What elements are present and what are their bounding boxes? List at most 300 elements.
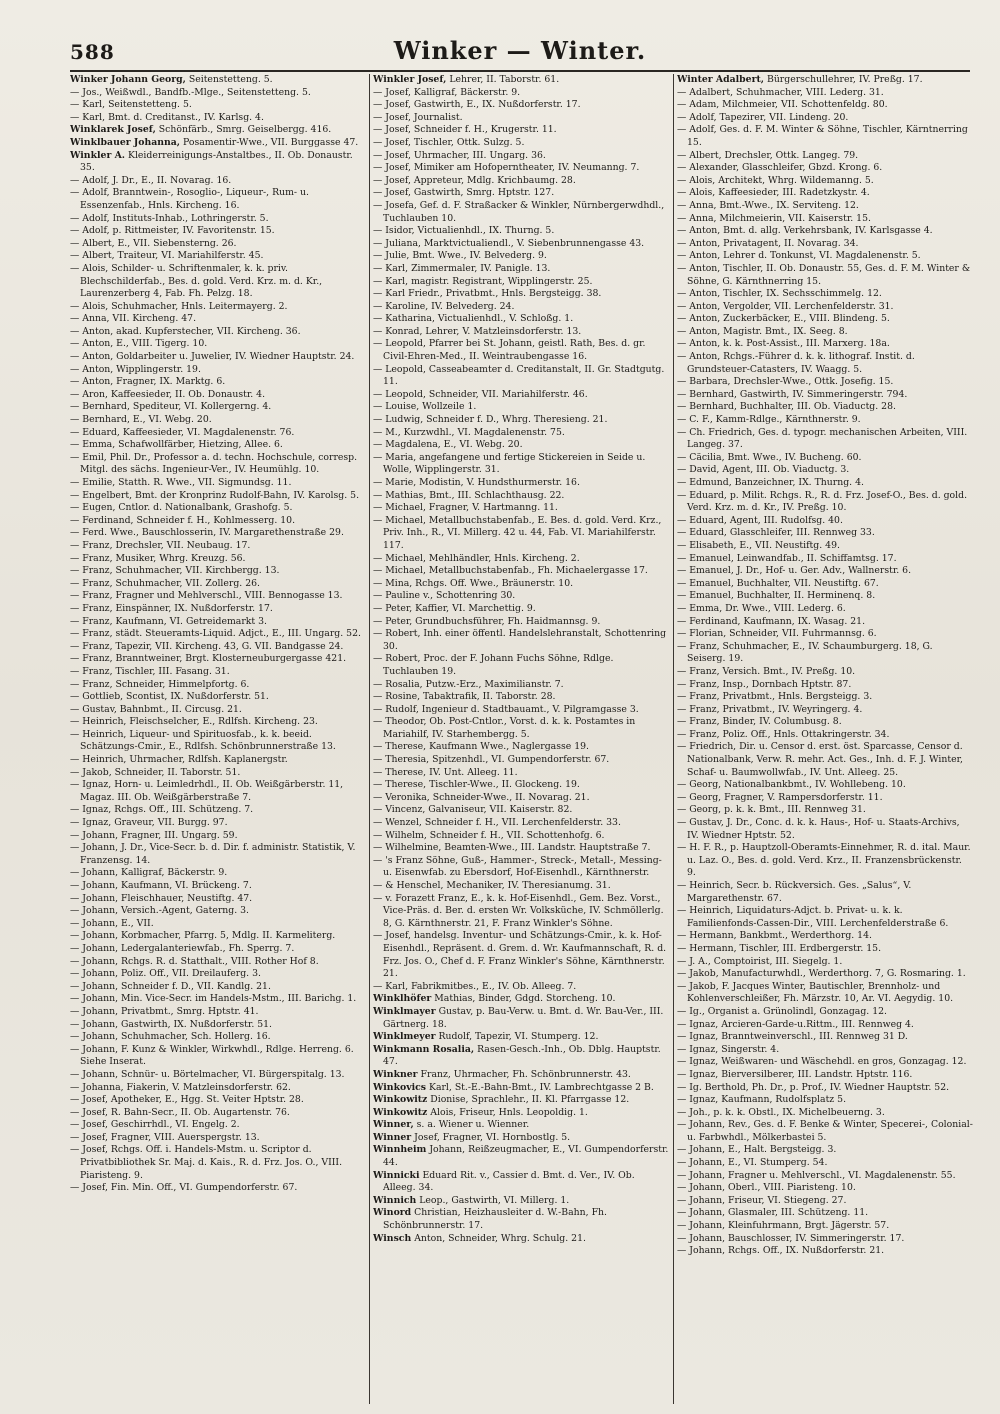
entry-name: Winklhöfer <box>373 993 432 1005</box>
entry-text: — Juliana, Marktvictualiendl., V. Siebenbrunnengasse 43. <box>373 237 645 249</box>
directory-entry <box>677 1195 973 1208</box>
directory-entry <box>70 477 366 490</box>
directory-entry <box>373 679 669 692</box>
directory-entry <box>70 616 366 629</box>
entry-text: Dionise, Sprachlehr., II. Kl. Pfarrgasse 12. <box>427 1094 630 1106</box>
entry-text: Posamentir-Wwe., VII. Burggasse 47. <box>180 136 359 148</box>
entry-text: — Emilie, Statth. R. Wwe., VII. Sigmundsg. 11. <box>70 477 292 488</box>
entry-text: — Anton, Vergolder, VII. Lerchenfelderstr. 31. <box>677 300 894 312</box>
directory-entry <box>373 124 669 137</box>
entry-text: — Alois, Schuhmacher, Hnls. Leitermayerg. 2. <box>70 300 288 312</box>
directory-entry <box>677 1019 973 1032</box>
entry-name: Winkovics <box>373 1081 427 1093</box>
directory-entry <box>70 943 366 956</box>
directory-entry <box>677 490 973 515</box>
entry-text: — Maria, angefangene und fertige Stickereien in Seide u. Wolle, Wipplingerstr. 31. <box>373 451 646 476</box>
entry-text: — Peter, Grundbuchsführer, Fh. Haidmannsg. 9. <box>373 615 601 627</box>
directory-entry <box>677 162 973 175</box>
entry-text: Rudolf, Tapezir, VI. Stumperg. 12. <box>435 1031 599 1043</box>
entry-text: — Josef, handelsg. Inventur- und Schätzungs-Cmir., k. k. Hof-Eisenhdl., Repräsent. d. Grem. d. Wr. Kaufmannschaft, R. d. Frz. Jos. O., Chef d. F. Franz Winkler's Söhne, Kärnthnerstr. 21. <box>373 930 667 980</box>
entry-text: — Michael, Mehlhändler, Hnls. Kircheng. 2. <box>373 552 580 564</box>
entry-name: Winsch <box>373 1232 412 1244</box>
directory-entry <box>373 1119 669 1132</box>
directory-entry <box>373 1195 669 1208</box>
directory-entry <box>677 930 973 943</box>
directory-entry <box>70 704 366 717</box>
directory-entry <box>70 313 366 326</box>
directory-entry <box>70 553 366 566</box>
directory-entry <box>373 150 669 163</box>
entry-text: Josef, Fragner, VI. Hornbostlg. 5. <box>411 1131 571 1143</box>
directory-entry <box>373 855 669 880</box>
directory-entry <box>373 830 669 843</box>
entry-text: — Michael, Fragner, V. Hartmanng. 11. <box>373 502 558 514</box>
entry-text: — Anton, Goldarbeiter u. Juwelier, IV. Wiedner Hauptstr. 24. <box>70 351 355 363</box>
directory-entry <box>70 1031 366 1044</box>
directory-entry <box>373 338 669 363</box>
entry-text: — Emma, Schafwollfärber, Hietzing, Allee. 6. <box>70 439 283 451</box>
directory-entry <box>70 1144 366 1182</box>
entry-name: Winkner <box>373 1068 418 1080</box>
directory-entry <box>677 905 973 930</box>
entry-text: — Ferdinand, Schneider f. H., Kohlmesserg. 10. <box>70 514 296 526</box>
directory-entry <box>677 313 973 326</box>
entry-text: — Leopold, Schneider, VII. Mariahilferstr. 46. <box>373 388 588 400</box>
directory-entry <box>677 1144 973 1157</box>
entry-text: — Karl, Zimmermaler, IV. Panigle. 13. <box>373 262 551 274</box>
directory-entry <box>677 389 973 402</box>
directory-entry <box>70 137 366 150</box>
entry-name: Winkler A. <box>70 149 126 161</box>
directory-entry <box>70 666 366 679</box>
directory-entry <box>70 1082 366 1095</box>
directory-entry <box>677 87 973 100</box>
directory-entry <box>70 376 366 389</box>
entry-text: Schönfärb., Smrg. Geiselbergg. 416. <box>155 124 332 136</box>
entry-text: — Mina, Rchgs. Off. Wwe., Bräunerstr. 10. <box>373 577 574 589</box>
directory-entry <box>373 515 669 553</box>
entry-text: — C. F., Kamm-Rdlge., Kärnthnerstr. 9. <box>677 414 861 426</box>
entry-text: — Johann, Rev., Ges. d. F. Benke & Winter, Specerei-, Colonial- u. Farbwhdl., Mölkerbastei 5. <box>677 1119 973 1143</box>
directory-entry <box>677 99 973 112</box>
entry-text: — Josef, Kalligraf, Bäckerstr. 9. <box>373 86 521 98</box>
entry-text: — Franz, Schneider, Himmelpfortg. 6. <box>70 678 250 690</box>
column-2 <box>373 74 669 1404</box>
directory-entry <box>677 691 973 704</box>
entry-text: — Johann, Fragner u. Mehlverschl., VI. Magdalenenstr. 55. <box>677 1169 956 1181</box>
entry-text: — Eduard, Kaffeesieder, VI. Magdalenenstr. 76. <box>70 426 295 438</box>
page-header <box>70 34 970 74</box>
entry-text: — Marie, Modistin, V. Hundsthurmerstr. 16. <box>373 477 580 488</box>
entry-name: Winkler Josef, <box>373 74 447 85</box>
directory-entry <box>70 1019 366 1032</box>
directory-entry <box>677 263 973 288</box>
entry-name: Winklmeyer <box>373 1031 436 1043</box>
directory-entry <box>677 464 973 477</box>
directory-entry <box>70 452 366 477</box>
directory-entry <box>70 124 366 137</box>
directory-entry <box>70 515 366 528</box>
entry-text: — Johann, J. Dr., Vice-Secr. b. d. Dir. f. administr. Statistik, V. Franzensg. 14. <box>70 842 356 866</box>
directory-entry <box>70 867 366 880</box>
directory-entry <box>677 515 973 528</box>
entry-text: — Emanuel, Buchhalter, II. Herminenq. 8. <box>677 590 876 602</box>
entry-text: — Therese, Tischler-Wwe., II. Glockeng. 19. <box>373 779 580 791</box>
entry-text: — Alexander, Glasschleifer, Gbzd. Krong. 6. <box>677 162 883 174</box>
directory-entry <box>70 427 366 440</box>
directory-entry <box>677 1006 973 1019</box>
directory-entry <box>373 364 669 389</box>
entry-text: — Ignaz, Branntweinverschl., III. Rennweg 31 D. <box>677 1031 908 1043</box>
entry-name: Winnicki <box>373 1169 420 1181</box>
entry-text: — Johann, Korbmacher, Pfarrg. 5, Mdlg. II. Karmeliterg. <box>70 930 336 942</box>
entry-text: — 's Franz Söhne, Guß-, Hammer-, Streck-, Metall-, Messing- u. Eisenwfab. zu Ebersdorf, Hof-Eisenhdl., Kärnthnerstr. <box>373 854 662 879</box>
entry-text: — Gottlieb, Scontist, IX. Nußdorferstr. 51. <box>70 691 269 703</box>
entry-text: — Johann, Rchgs. R. d. Statthalt., VIII. Rother Hof 8. <box>70 955 319 967</box>
entry-text: — Johann, Gastwirth, IX. Nußdorferstr. 51. <box>70 1018 273 1030</box>
entry-text: — Eduard, Glasschleifer, III. Rennweg 33. <box>677 527 875 539</box>
directory-entry <box>677 981 973 1006</box>
directory-entry <box>70 779 366 804</box>
directory-entry <box>373 893 669 931</box>
entry-text: — Johanna, Fiakerin, V. Matzleinsdorferstr. 62. <box>70 1081 291 1093</box>
directory-entry <box>373 553 669 566</box>
entry-text: — Friedrich, Dir. u. Censor d. erst. öst. Sparcasse, Censor d. Nationalbank, Verw. R. mehr. Act. Ges., Inh. d. F. J. Winter, Schaf- u. Baumwollwfab., IV. Unt. Alleeg. 25. <box>677 741 963 778</box>
directory-entry <box>373 276 669 289</box>
directory-entry <box>70 578 366 591</box>
entry-text: — Johann, E., VI. Stumperg. 54. <box>677 1157 828 1169</box>
entry-text: — Karl, Bmt. d. Creditanst., IV. Karlsg. 4. <box>70 111 264 123</box>
entry-text: — Franz, Schuhmacher, VII. Zollerg. 26. <box>70 577 260 589</box>
entry-text: — Ludwig, Schneider f. D., Whrg. Theresieng. 21. <box>373 414 608 426</box>
entry-text: — Albert, Drechsler, Ottk. Langeg. 79. <box>677 149 859 161</box>
entry-text: — Robert, Inh. einer öffentl. Handelslehranstalt, Schottenring 30. <box>373 628 667 652</box>
entry-text: Bürgerschullehrer, IV. Preßg. 17. <box>764 74 923 85</box>
entry-text: Anton, Schneider, Whrg. Schulg. 21. <box>411 1232 586 1244</box>
directory-entry <box>373 767 669 780</box>
directory-entry <box>373 616 669 629</box>
directory-entry <box>677 112 973 125</box>
entry-text: — Emanuel, J. Dr., Hof- u. Ger. Adv., Wallnerstr. 6. <box>677 565 912 577</box>
entry-text: — Karoline, IV. Belvederg. 24. <box>373 300 515 312</box>
entry-text: — Gustav, J. Dr., Conc. d. k. k. Haus-, Hof- u. Staats-Archivs, IV. Wiedner Hptstr. 52. <box>677 817 960 841</box>
entry-text: — Veronika, Schneider-Wwe., II. Novarag. 21. <box>373 791 590 803</box>
entry-text: — Emanuel, Buchhalter, VII. Neustiftg. 67. <box>677 577 879 589</box>
directory-entry <box>677 124 973 149</box>
directory-entry <box>373 137 669 150</box>
directory-entry <box>677 956 973 969</box>
entry-text: — Karl, magistr. Registrant, Wipplingerstr. 25. <box>373 275 593 287</box>
directory-entry <box>70 502 366 515</box>
entry-text: Rasen-Gesch.-Inh., Ob. Dblg. Hauptstr. 47. <box>383 1043 661 1068</box>
entry-text: — Franz, Binder, IV. Columbusg. 8. <box>677 716 842 728</box>
entry-text: — Franz, Einspänner, IX. Nußdorferstr. 17. <box>70 602 273 614</box>
entry-text: — Josef, Schneider f. H., Krugerstr. 11. <box>373 124 557 136</box>
directory-entry <box>70 213 366 226</box>
directory-entry <box>70 301 366 314</box>
directory-entry <box>677 679 973 692</box>
entry-text: — Anton, Privatagent, II. Novarag. 34. <box>677 237 859 249</box>
entry-text: — Johann, Fleischhauer, Neustiftg. 47. <box>70 892 253 904</box>
directory-entry <box>677 1233 973 1246</box>
entry-text: — Johann, Poliz. Off., VII. Dreilauferg. 3. <box>70 968 261 980</box>
entry-text: — Eugen, Cntlor. d. Nationalbank, Grashofg. 5. <box>70 502 293 514</box>
directory-entry <box>677 540 973 553</box>
directory-entry <box>677 1220 973 1233</box>
directory-entry <box>373 1069 669 1082</box>
entry-text: — Albert, E., VII. Siebensterng. 26. <box>70 237 237 249</box>
directory-entry <box>373 716 669 741</box>
entry-text: — Josef, Fragner, VIII. Auerspergstr. 13. <box>70 1131 260 1143</box>
entry-text: — Heinrich, Liquidaturs-Adjct. b. Privat- u. k. k. Familienfonds-Cassen-Dir., VIII. Lerchenfelderstraße 6. <box>677 905 949 929</box>
entry-text: — Florian, Schneider, VII. Fuhrmannsg. 6. <box>677 628 877 640</box>
entry-text: — Johann, Privatbmt., Smrg. Hptstr. 41. <box>70 1005 259 1017</box>
entry-text: — Franz, Insp., Dornbach Hptstr. 87. <box>677 678 852 690</box>
directory-entry <box>70 691 366 704</box>
directory-entry <box>677 238 973 251</box>
directory-entry <box>677 1082 973 1095</box>
directory-entry <box>373 792 669 805</box>
entry-text: — Albert, Traiteur, VI. Mariahilferstr. 45. <box>70 250 264 262</box>
directory-entry <box>70 641 366 654</box>
entry-text: Karl, St.-E.-Bahn-Bmt., IV. Lambrechtgasse 2 B. <box>426 1081 654 1093</box>
directory-entry <box>677 1170 973 1183</box>
entry-text: — Bernhard, Spediteur, VI. Kollergerng. 4. <box>70 401 272 413</box>
directory-entry <box>70 1107 366 1120</box>
directory-entry <box>677 187 973 200</box>
entry-text: — Franz, Schuhmacher, E., IV. Schaumburgerg. 18, G. Seiserg. 19. <box>677 640 933 665</box>
entry-text: Franz, Uhrmacher, Fh. Schönbrunnerstr. 43. <box>417 1068 631 1080</box>
directory-entry <box>373 452 669 477</box>
directory-entry <box>677 1044 973 1057</box>
entry-text: — Franz, Drechsler, VII. Neubaug. 17. <box>70 539 251 551</box>
entry-text: — Katharina, Victualienhdl., V. Schloßg. 1. <box>373 313 574 325</box>
directory-entry <box>677 326 973 339</box>
entry-text: Johann, Reißzeugmacher, E., VI. Gumpendorferstr. 44. <box>383 1144 669 1169</box>
directory-entry <box>373 1170 669 1195</box>
entry-text: — Johann, Friseur, VI. Stiegeng. 27. <box>677 1194 847 1206</box>
entry-text: Kleiderreinigungs-Anstaltbes., II. Ob. Donaustr. 35. <box>80 149 353 174</box>
entry-text: — Anna, VII. Kircheng. 47. <box>70 313 197 325</box>
entry-text: — Emanuel, Leinwandfab., II. Schiffamtsg. 17. <box>677 552 897 564</box>
entry-text: — Anton, Tischler, II. Ob. Donaustr. 55, Ges. d. F. M. Winter & Söhne, G. Kärnthnerring 15. <box>677 262 971 287</box>
directory-entry <box>677 288 973 301</box>
directory-entry <box>373 565 669 578</box>
entry-text: — Adolf, p. Rittmeister, IV. Favoritenstr. 15. <box>70 225 275 237</box>
directory-entry <box>373 301 669 314</box>
entry-text: — Franz, Tapezir, VII. Kircheng. 43, G. VII. Bandgasse 24. <box>70 640 344 652</box>
directory-entry <box>373 754 669 767</box>
directory-entry <box>373 175 669 188</box>
entry-text: — Georg, p. k. k. Bmt., III. Rennweg 31. <box>677 804 866 816</box>
directory-entry <box>677 779 973 792</box>
directory-entry <box>373 225 669 238</box>
entry-text: — Anna, Bmt.-Wwe., IX. Serviteng. 12. <box>677 199 859 211</box>
directory-entry <box>70 716 366 729</box>
directory-entry <box>373 439 669 452</box>
entry-text: — Adalbert, Schuhmacher, VIII. Lederg. 31. <box>677 86 884 98</box>
entry-text: — Franz, Versich. Bmt., IV. Preßg. 10. <box>677 665 856 677</box>
entry-text: — Johann, Versich.-Agent, Gaterng. 3. <box>70 905 250 917</box>
entry-text: — Karl Friedr., Privatbmt., Hnls. Bergsteigg. 38. <box>373 288 602 300</box>
entry-text: — Anton, k. k. Post-Assist., III. Marxerg. 18a. <box>677 338 890 350</box>
directory-entry <box>373 288 669 301</box>
directory-entry <box>677 200 973 213</box>
directory-entry <box>677 338 973 351</box>
directory-entry <box>373 603 669 616</box>
entry-text: — Johann, Min. Vice-Secr. im Handels-Mstm., III. Barichg. 1. <box>70 993 357 1005</box>
entry-text: — Ferdinand, Kaufmann, IX. Wasag. 21. <box>677 615 866 627</box>
directory-entry <box>373 427 669 440</box>
directory-entry <box>677 729 973 742</box>
entry-text: — Adolf, Tapezirer, VII. Lindeng. 20. <box>677 111 849 123</box>
entry-text: — Leopold, Casseabeamter d. Creditanstalt, II. Gr. Stadtgutg. 11. <box>373 363 665 388</box>
entry-text: — Alois, Architekt, Whrg. Wildemanng. 5. <box>677 174 874 186</box>
entry-text: — Ignaz, Graveur, VII. Burgg. 97. <box>70 817 228 829</box>
entry-text: Leop., Gastwirth, VI. Millerg. 1. <box>416 1194 570 1206</box>
entry-text: Mathias, Binder, Gdgd. Storcheng. 10. <box>431 993 616 1005</box>
entry-text: — Eduard, p. Milit. Rchgs. R., R. d. Frz. Josef-O., Bes. d. gold. Verd. Krz. m. d. Kr., IV. Preßg. 10. <box>677 489 968 514</box>
directory-entry <box>677 452 973 465</box>
directory-entry <box>70 187 366 212</box>
directory-entry <box>677 351 973 376</box>
entry-text: — Louise, Wollzeile 1. <box>373 401 477 413</box>
directory-entry <box>677 1182 973 1195</box>
directory-entry <box>70 905 366 918</box>
directory-entry <box>70 338 366 351</box>
entry-text: — Gustav, Bahnbmt., II. Circusg. 21. <box>70 703 242 715</box>
directory-entry <box>677 553 973 566</box>
entry-text: — Ig., Organist a. Grünolindl, Gonzagag. 12. <box>677 1005 887 1017</box>
column-3 <box>677 74 973 1404</box>
entry-text: — Rosalia, Putzw.-Erz., Maximilianstr. 7. <box>373 678 564 690</box>
directory-entry <box>70 263 366 301</box>
entry-text: — Josef, Gastwirth, Smrg. Hptstr. 127. <box>373 187 555 199</box>
directory-entry <box>373 691 669 704</box>
entry-text: — Edmund, Banzeichner, IX. Thurng. 4. <box>677 477 864 488</box>
directory-entry <box>70 150 366 175</box>
entry-text: — M., Kurzwdhl., VI. Magdalenenstr. 75. <box>373 426 565 438</box>
directory-entry <box>677 741 973 779</box>
directory-entry <box>70 981 366 994</box>
directory-entry <box>70 99 366 112</box>
entry-text: — Johann, Oberl., VIII. Piaristeng. 10. <box>677 1182 856 1194</box>
directory-entry <box>70 1132 366 1145</box>
entry-text: — Anton, Lehrer d. Tonkunst, VI. Magdalenenstr. 5. <box>677 250 921 262</box>
directory-entry <box>677 628 973 641</box>
directory-entry <box>70 1119 366 1132</box>
directory-entry <box>373 389 669 402</box>
entry-text: — David, Agent, III. Ob. Viaductg. 3. <box>677 464 850 476</box>
directory-entry <box>677 880 973 905</box>
directory-entry <box>677 804 973 817</box>
directory-entry <box>70 1182 366 1195</box>
entry-text: — Anton, Zuckerbäcker, E., VIII. Blindeng. 5. <box>677 313 890 325</box>
entry-text: — Mathias, Bmt., III. Schlachthausg. 22. <box>373 489 565 501</box>
entry-text: — Anton, akad. Kupferstecher, VII. Kircheng. 36. <box>70 325 301 337</box>
directory-entry <box>677 968 973 981</box>
page-number: 588 <box>70 40 115 64</box>
directory-entry <box>373 804 669 817</box>
directory-entry <box>677 1107 973 1120</box>
entry-text: — Ig. Berthold, Ph. Dr., p. Prof., IV. Wiedner Hauptstr. 52. <box>677 1081 950 1093</box>
directory-entry <box>373 930 669 980</box>
directory-entry <box>373 653 669 678</box>
entry-text: — Johann, F. Kunz & Winkler, Wirkwhdl., Rdlge. Herreng. 6. Siehe Inserat. <box>70 1043 354 1068</box>
entry-text: — Engelbert, Bmt. der Kronprinz Rudolf-Bahn, IV. Karolsg. 5. <box>70 489 360 501</box>
entry-name: Winker Johann Georg, <box>70 74 186 85</box>
directory-entry <box>70 225 366 238</box>
directory-entry <box>677 414 973 427</box>
directory-entry <box>677 578 973 591</box>
entry-text: s. a. Wiener u. Wienner. <box>413 1119 530 1131</box>
directory-entry <box>70 729 366 754</box>
directory-entry <box>70 439 366 452</box>
entry-text: — Cäcilia, Bmt. Wwe., IV. Bucheng. 60. <box>677 451 862 463</box>
directory-entry <box>373 187 669 200</box>
entry-text: — Josef, Apotheker, E., Hgg. St. Veiter Hptstr. 28. <box>70 1094 304 1106</box>
directory-entry <box>677 1119 973 1144</box>
directory-entry <box>373 993 669 1006</box>
entry-text: — Adolf, J. Dr., E., II. Novarag. 16. <box>70 174 232 186</box>
directory-entry <box>373 326 669 339</box>
entry-text: — Isidor, Victualienhdl., IX. Thurng. 5. <box>373 225 555 237</box>
directory-entry <box>373 502 669 515</box>
directory-entry <box>70 1044 366 1069</box>
entry-text: — Therese, IV. Unt. Alleeg. 11. <box>373 766 518 778</box>
entry-text: — Ch. Friedrich, Ges. d. typogr. mechanischen Arbeiten, VIII. Langeg. 37. <box>677 426 968 451</box>
entry-text: — Franz, Branntweiner, Brgt. Klosterneuburgergasse 421. <box>70 653 347 665</box>
entry-text: — Johann, Fragner, III. Ungarg. 59. <box>70 829 238 841</box>
directory-entry <box>70 830 366 843</box>
directory-entry <box>70 389 366 402</box>
columns <box>70 74 974 1404</box>
entry-text: — Anton, Bmt. d. allg. Verkehrsbank, IV. Karlsgasse 4. <box>677 225 933 237</box>
entry-text: — Jakob, Schneider, II. Taborstr. 51. <box>70 766 241 778</box>
directory-entry <box>677 641 973 666</box>
directory-entry <box>373 1107 669 1120</box>
entry-text: — Rudolf, Ingenieur d. Stadtbauamt., V. Pilgramgasse 3. <box>373 703 639 715</box>
directory-entry <box>70 175 366 188</box>
directory-entry <box>677 842 973 880</box>
entry-text: — Joh., p. k. k. Obstl., IX. Michelbeuerng. 3. <box>677 1106 885 1118</box>
entry-text: — Georg, Nationalbankbmt., IV. Wohllebeng. 10. <box>677 779 906 791</box>
entry-text: Lehrer, II. Taborstr. 61. <box>446 74 560 85</box>
entry-text: — Alois, Kaffeesieder, III. Radetzkystr. 4. <box>677 187 870 199</box>
entry-name: Winklmayer <box>373 1005 436 1017</box>
directory-entry <box>373 250 669 263</box>
directory-entry <box>70 804 366 817</box>
directory-entry <box>373 112 669 125</box>
entry-text: — Bernhard, Gastwirth, IV. Simmeringerstr. 794. <box>677 388 908 400</box>
directory-entry <box>677 603 973 616</box>
entry-text: — Magdalena, E., VI. Webg. 20. <box>373 439 523 451</box>
directory-entry <box>677 150 973 163</box>
entry-text: — Josef, Fin. Min. Off., VI. Gumpendorferstr. 67. <box>70 1182 298 1194</box>
directory-entry <box>70 767 366 780</box>
page-title: Winker — Winter. <box>393 36 647 65</box>
directory-entry <box>373 842 669 855</box>
entry-text: — Franz, Kaufmann, VI. Getreidemarkt 3. <box>70 615 267 627</box>
entry-name: Winkowitz <box>373 1106 428 1118</box>
directory-entry <box>373 99 669 112</box>
directory-entry <box>70 968 366 981</box>
directory-entry <box>677 376 973 389</box>
entry-text: — Wenzel, Schneider f. H., VII. Lerchenfelderstr. 33. <box>373 817 621 829</box>
directory-entry <box>70 540 366 553</box>
directory-entry <box>677 616 973 629</box>
directory-entry <box>373 162 669 175</box>
